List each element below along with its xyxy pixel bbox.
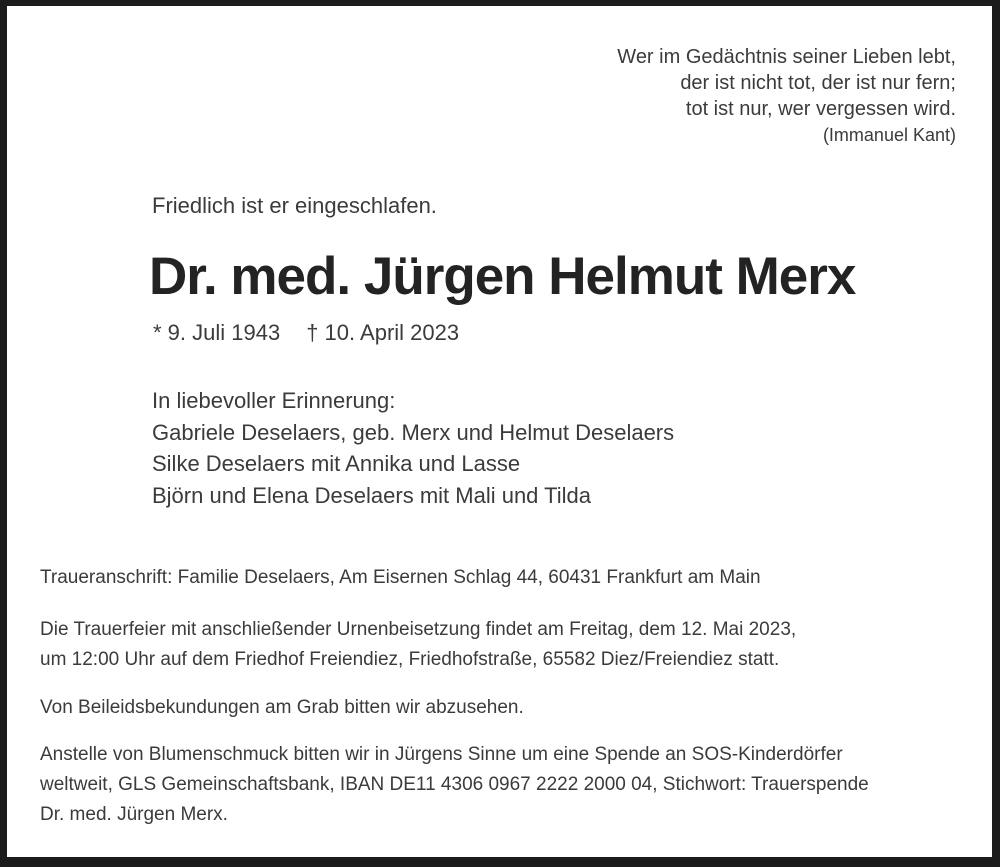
family-line: Björn und Elena Deselaers mit Mali und Tilda — [152, 482, 592, 508]
memorial-quote — [617, 44, 956, 148]
donation-line: Anstelle von Blumenschmuck bitten wir in Jürgens Sinne um eine Spende an SOS-Kinderdörfer — [40, 744, 843, 765]
quote-attribution: (Immanuel Kant) — [822, 125, 956, 145]
deceased-name: Dr. med. Jürgen Helmut Merx — [149, 247, 856, 306]
ceremony-line: Die Trauerfeier mit anschließender Urnenbeisetzung findet am Freitag, dem 12. Mai 2023, — [40, 619, 797, 640]
mourning-address: Traueranschrift: Familie Deselaers, Am Eisernen Schlag 44, 60431 Frankfurt am Main — [40, 567, 761, 588]
donation-line: Dr. med. Jürgen Merx. — [40, 804, 228, 825]
death-date: † 10. April 2023 — [306, 320, 460, 345]
ceremony-line: um 12:00 Uhr auf dem Friedhof Freiendiez, Friedhofstraße, 65582 Diez/Freiendiez statt. — [40, 649, 780, 670]
donation-line: weltweit, GLS Gemeinschaftsbank, IBAN DE11 4306 0967 2222 2000 04, Stichwort: Trauerspende — [40, 774, 869, 795]
quote-line: tot ist nur, wer vergessen wird. — [685, 98, 956, 120]
family-line: Gabriele Deselaers, geb. Merx und Helmut Deselaers — [152, 419, 675, 445]
ceremony-details — [40, 615, 796, 675]
quote-line: der ist nicht tot, der ist nur fern; — [680, 72, 956, 94]
remembrance-heading: In liebevoller Erinnerung: — [152, 388, 396, 413]
condolence-note: Von Beileidsbekundungen am Grab bitten wir abzusehen. — [40, 697, 524, 718]
family-line: Silke Deselaers mit Annika und Lasse — [152, 451, 521, 476]
quote-line: Wer im Gedächtnis seiner Lieben lebt, — [617, 46, 956, 68]
birth-date: * 9. Juli 1943 — [153, 320, 281, 345]
life-dates — [153, 318, 459, 348]
donation-note — [40, 740, 869, 830]
intro-line: Friedlich ist er eingeschlafen. — [152, 193, 437, 218]
remembrance-block — [152, 385, 674, 511]
